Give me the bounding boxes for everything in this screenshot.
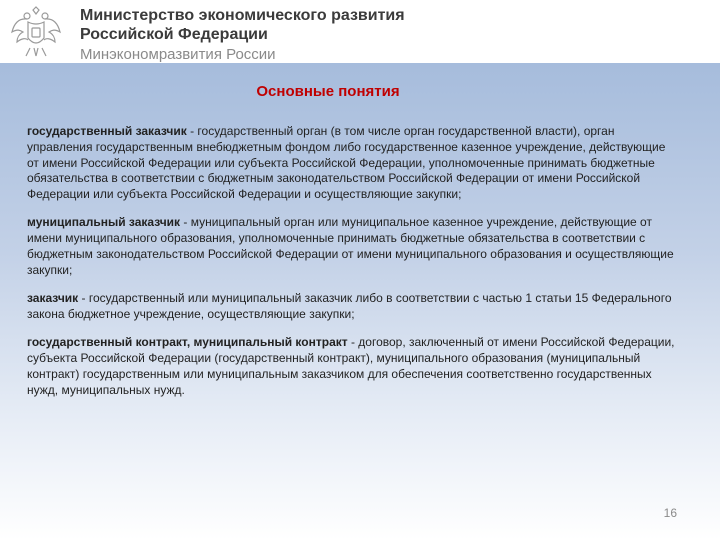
double-headed-eagle-icon [8, 4, 64, 60]
definition-item [27, 291, 675, 323]
definition-term: муниципальный заказчик [27, 215, 181, 230]
definition-term: заказчик [27, 291, 79, 306]
definition-text: - государственный орган (в том числе орган государственной власти), орган управления государственным внебюджетным фондом либо государственное казенное учреждение, действующие от имени Российской Федерации или субъекта Российской Федерации, уполномоченные принимать бюджетные обязательства в соответствии с бюджетным законодательством Российской Федерации от имени Российской Федерации или субъекта Российской Федерации и осуществляющие закупки; [27, 124, 666, 202]
slide-content [0, 63, 720, 540]
definition-item [27, 335, 675, 398]
definition-term: государственный контракт, муниципальный контракт [27, 335, 348, 350]
definition-text: - муниципальный орган или муниципальное казенное учреждение, действующие от имени муниципального образования, уполномоченные принимать бюджетные обязательства в соответствии с бюджетным законодательством Российской Федерации от имени муниципального образования и осуществляющие закупки; [27, 215, 674, 277]
definition-item [27, 124, 675, 203]
ministry-name [80, 6, 405, 65]
definition-text: - договор, заключенный от имени Российской Федерации, субъекта Российской Федерации (государственный контракт), муниципального образования (муниципальный контракт) государственным или муниципальным заказчиком для обеспечения соответственно государственных нужд, муниципальных нужд. [27, 335, 675, 397]
slide-header [0, 0, 720, 63]
ministry-line-2: Российской Федерации [80, 26, 268, 43]
definitions-list [27, 124, 675, 411]
slide-title: Основные понятия [256, 83, 400, 100]
ministry-short-name: Минэкономразвития России [80, 46, 276, 63]
definition-term: государственный заказчик [27, 124, 187, 138]
ministry-line-1: Министерство экономического развития [80, 7, 405, 24]
definition-item [27, 215, 675, 278]
page-number: 16 [663, 506, 677, 520]
definition-text: - государственный или муниципальный заказчик либо в соответствии с частью 1 статьи 15 Федерального закона бюджетное учреждение, осуществляющие закупки; [27, 291, 672, 321]
